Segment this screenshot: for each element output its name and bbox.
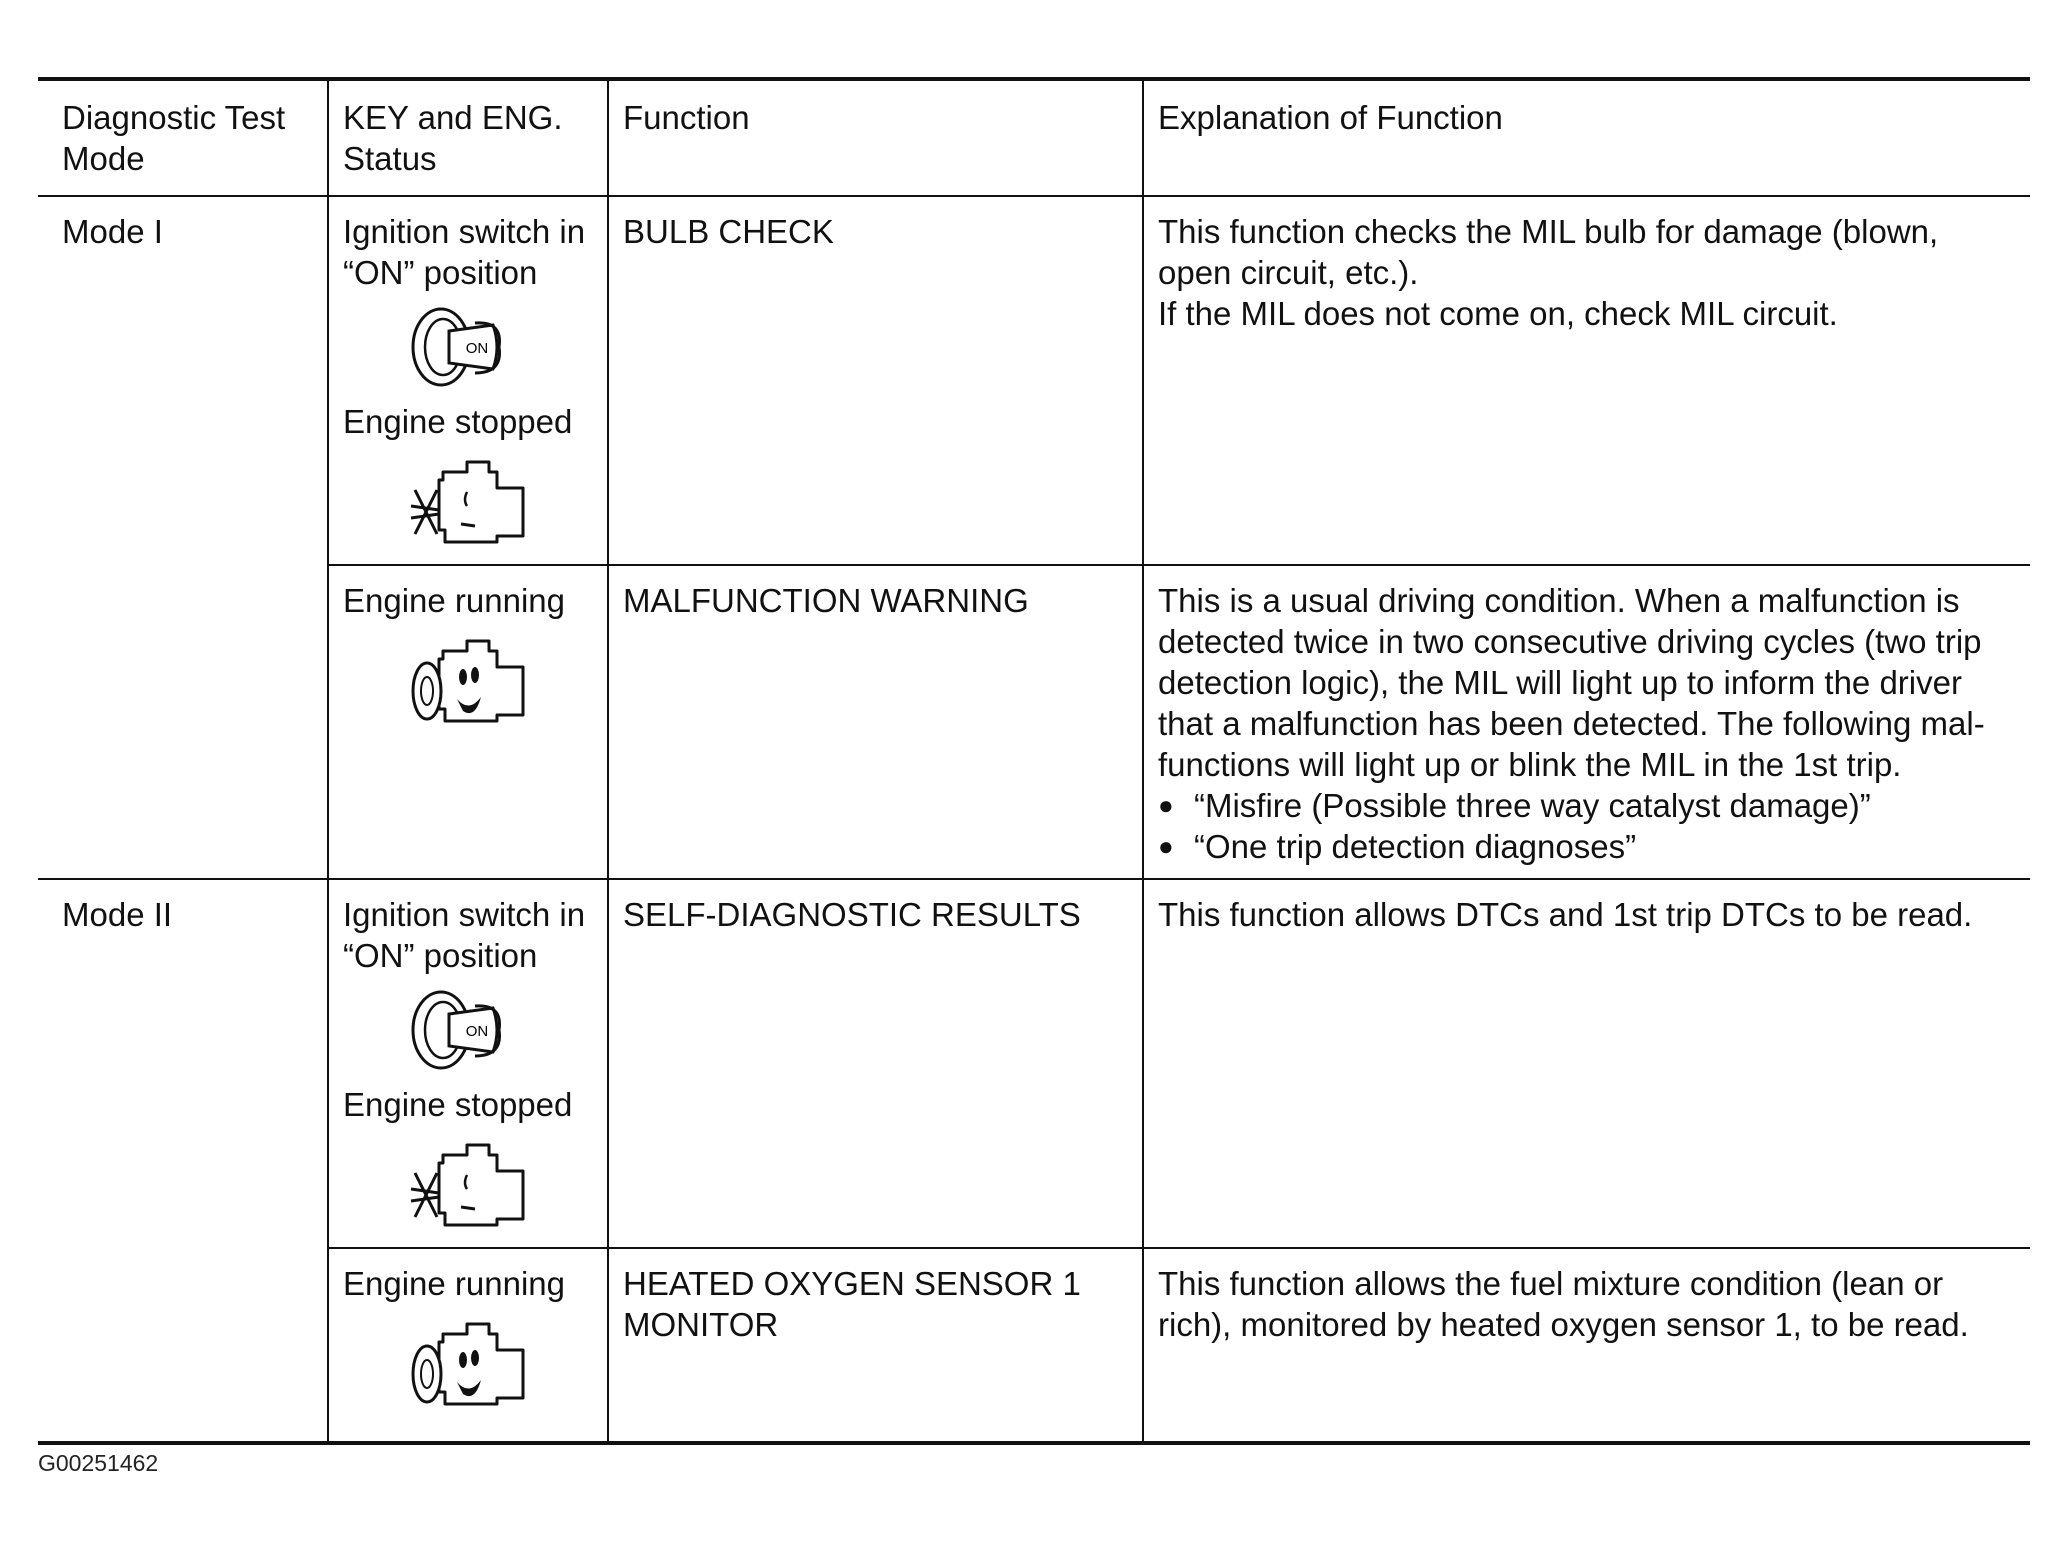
status-text: Engine stopped: [343, 403, 573, 440]
svg-text:ON: ON: [465, 1023, 489, 1040]
status-text: Engine running: [343, 1265, 566, 1302]
table-header-row: [38, 79, 2030, 196]
header-mode: Diagnostic Test Mode: [62, 99, 286, 177]
explanation-text: If the MIL does not come on, check MIL circuit.: [1158, 295, 1838, 332]
list-item: ● “One trip detection diagnoses”: [1158, 826, 2016, 867]
explanation-cell: [1143, 879, 2030, 1248]
ignition-key-on-icon: [405, 984, 505, 1076]
function-cell: SELF-DIAGNOSTIC RESULTS: [608, 879, 1143, 1248]
status-cell: [328, 1248, 608, 1443]
explanation-bullet-list: [1158, 785, 2016, 867]
status-text: Engine stopped: [343, 1086, 573, 1123]
engine-running-icon: [405, 1312, 535, 1408]
header-status: KEY and ENG. Status: [328, 79, 608, 196]
table-row: [38, 1248, 2030, 1443]
engine-stopped-icon: [405, 450, 535, 546]
explanation-text: This is a usual driving condition. When a malfunction is detected twice in two consecutive driving cycles (two trip detection logic), the MIL will light up to inform the driver that a malfunction has been detected. The following mal-functions will light up or blink the MIL in the 1st trip.: [1158, 582, 1985, 783]
function-cell: HEATED OXYGEN SENSOR 1 MONITOR: [608, 1248, 1143, 1443]
explanation-cell: [1143, 1248, 2030, 1443]
function-cell: BULB CHECK: [608, 196, 1143, 565]
diagnostic-mode-table: [38, 77, 2030, 1445]
engine-running-icon: [405, 629, 535, 725]
table-row: [38, 196, 2030, 565]
figure-code: G00251462: [38, 1450, 159, 1476]
ignition-key-on-icon: [405, 301, 505, 393]
explanation-text: This function allows the fuel mixture condition (lean or rich), monitored by heated oxygen sensor 1, to be read.: [1158, 1265, 1969, 1343]
explanation-cell: [1143, 196, 2030, 565]
status-cell: [328, 196, 608, 565]
mode-label: Mode II: [38, 879, 328, 1443]
table-row: [38, 879, 2030, 1248]
engine-stopped-icon: [405, 1133, 535, 1229]
status-cell: [328, 565, 608, 879]
explanation-text: This function checks the MIL bulb for damage (blown, open circuit, etc.).: [1158, 213, 1939, 291]
svg-text:ON: ON: [465, 340, 489, 357]
status-cell: [328, 879, 608, 1248]
explanation-cell: [1143, 565, 2030, 879]
list-item: ● “Misfire (Possible three way catalyst damage)”: [1158, 785, 2016, 826]
function-cell: MALFUNCTION WARNING: [608, 565, 1143, 879]
mode-label: Mode I: [38, 196, 328, 879]
header-function: Function: [608, 79, 1143, 196]
header-explanation: Explanation of Function: [1143, 79, 2030, 196]
status-text: Ignition switch in “ON” position: [343, 213, 586, 291]
explanation-text: This function allows DTCs and 1st trip DTCs to be read.: [1158, 896, 1973, 933]
table-row: [38, 565, 2030, 879]
status-text: Engine running: [343, 582, 566, 619]
status-text: Ignition switch in “ON” position: [343, 896, 586, 974]
